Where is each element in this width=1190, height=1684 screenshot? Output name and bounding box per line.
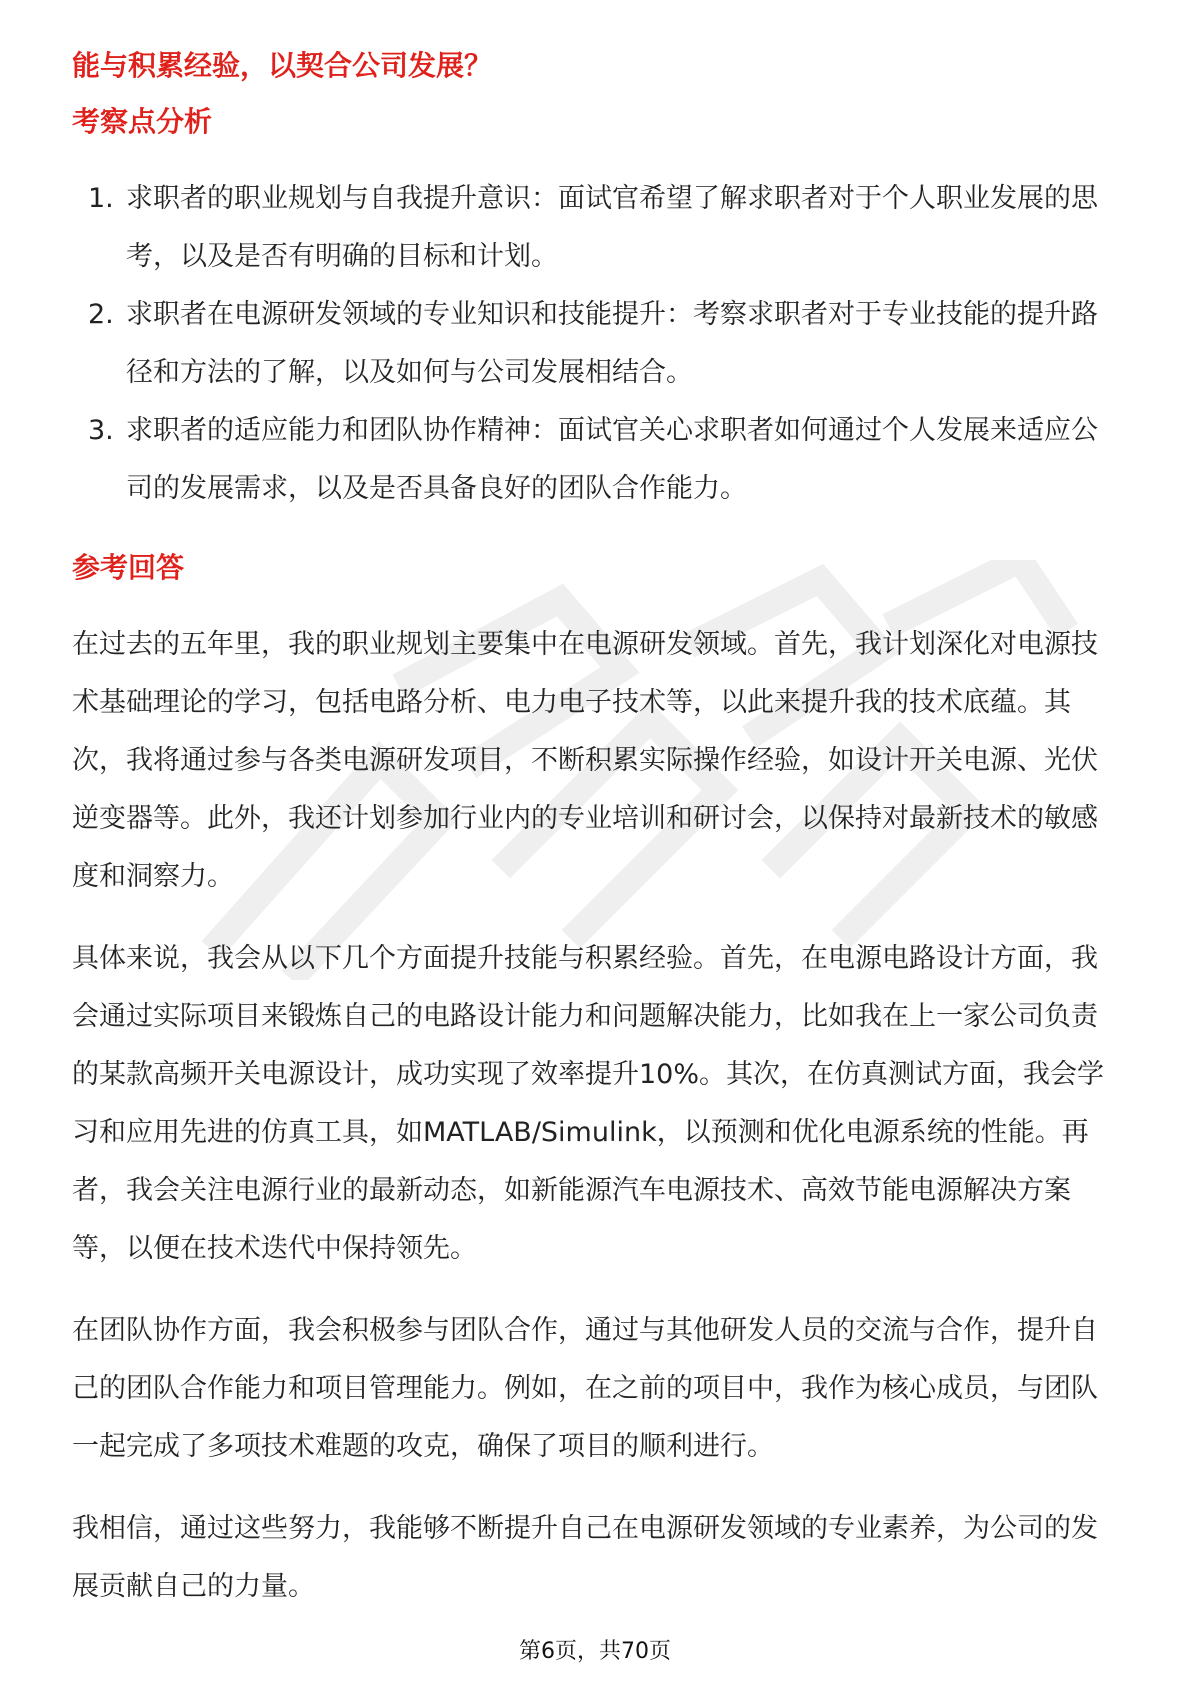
list-item-number: 2. [88, 299, 114, 330]
reference-paragraph: 在过去的五年里，我的职业规划主要集中在电源研发领域。首先，我计划深化对电源技术基础理论的学习，包括电路分析、电力电子技术等，以此来提升我的技术底蕴。其次，我将通过参与各类电源研发项目，不断积累实际操作经验，如设计开关电源、光伏逆变器等。此外，我还计划参加行业内的专业培训和研讨会，以保持对最新技术的敏感度和洞察力。 [72, 629, 1098, 892]
list-item-number: 1. [88, 183, 114, 214]
list-item [72, 170, 1118, 286]
analysis-points-list [72, 170, 1118, 518]
continued-question-heading: 能与积累经验，以契合公司发展？ [72, 49, 493, 82]
reference-heading: 参考回答 [72, 551, 185, 584]
list-item-text: 求职者的职业规划与自我提升意识：面试官希望了解求职者对于个人职业发展的思考，以及是否有明确的目标和计划。 [126, 183, 1098, 272]
reference-section [72, 548, 1118, 1616]
list-item-text: 求职者在电源研发领域的专业知识和技能提升：考察求职者对于专业技能的提升路径和方法的了解，以及如何与公司发展相结合。 [126, 299, 1098, 388]
main-content [72, 46, 1118, 1616]
list-item-number: 3. [88, 415, 114, 446]
analysis-heading: 考察点分析 [72, 105, 213, 138]
reference-paragraph: 具体来说，我会从以下几个方面提升技能与积累经验。首先，在电源电路设计方面，我会通过实际项目来锻炼自己的电路设计能力和问题解决能力，比如我在上一家公司负责的某款高频开关电源设计，成功实现了效率提升10%。其次，在仿真测试方面，我会学习和应用先进的仿真工具，如MATLAB/Simulink，以预测和优化电源系统的性能。再者，我会关注电源行业的最新动态，如新能源汽车电源技术、高效节能电源解决方案等，以便在技术迭代中保持领先。 [72, 943, 1105, 1264]
reference-paragraph: 在团队协作方面，我会积极参与团队合作，通过与其他研发人员的交流与合作，提升自己的团队合作能力和项目管理能力。例如，在之前的项目中，我作为核心成员，与团队一起完成了多项技术难题的攻克，确保了项目的顺利进行。 [72, 1315, 1098, 1462]
reference-paragraph: 我相信，通过这些努力，我能够不断提升自己在电源研发领域的专业素养，为公司的发展贡献自己的力量。 [72, 1513, 1098, 1602]
list-item-text: 求职者的适应能力和团队协作精神：面试官关心求职者如何通过个人发展来适应公司的发展需求，以及是否具备良好的团队合作能力。 [126, 415, 1098, 504]
list-item [72, 286, 1118, 402]
page-number-footer: 第6页，共70页 [519, 1639, 671, 1664]
list-item [72, 402, 1118, 518]
